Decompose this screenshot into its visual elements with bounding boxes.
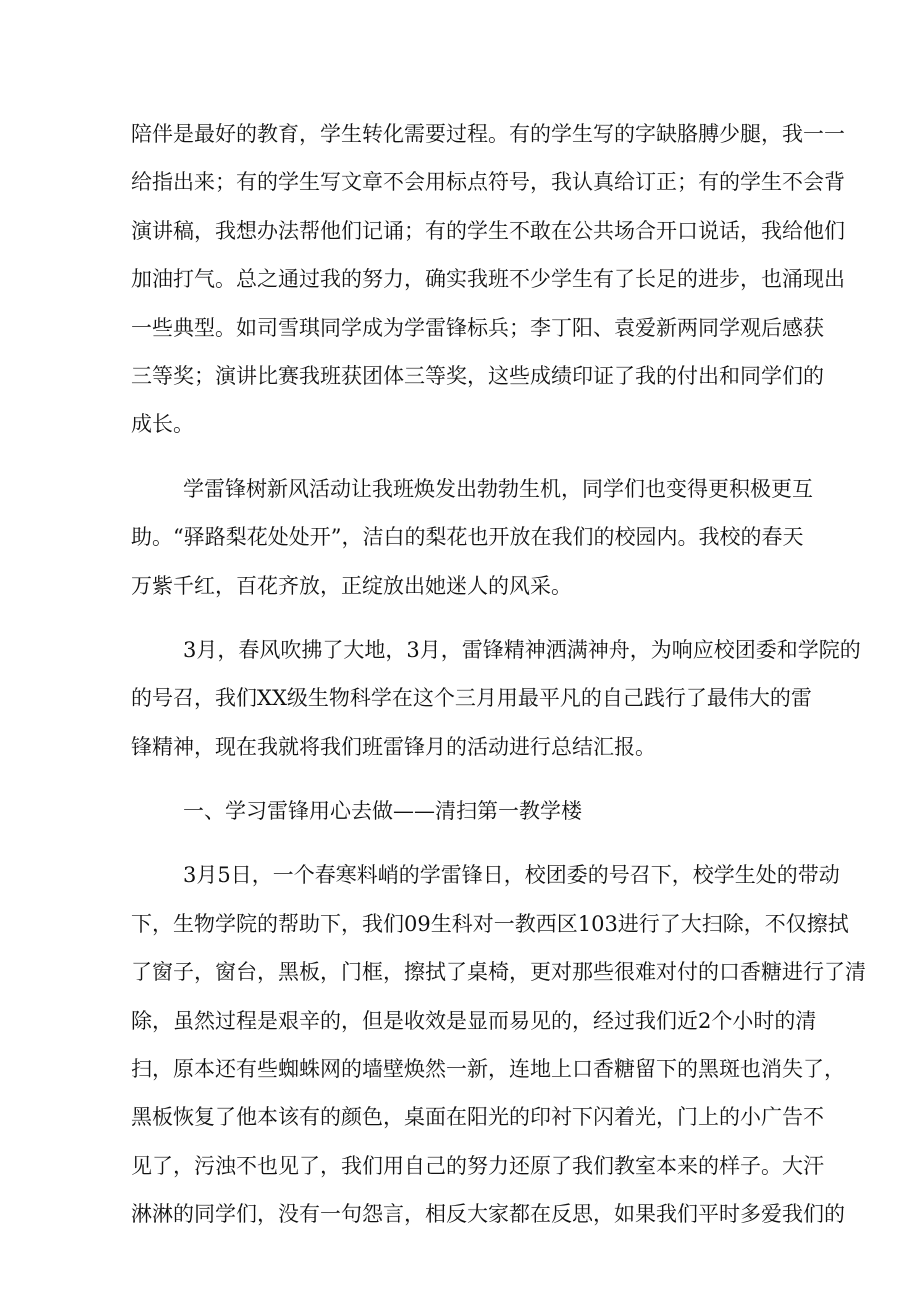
text-line: 锋精神，现在我就将我们班雷锋月的活动进行总结汇报。 — [131, 734, 656, 759]
text-line: 助。“驿路梨花处处开”，洁白的梨花也开放在我们的校园内。我校的春天 — [131, 525, 804, 550]
text-line: 见了，污浊不也见了，我们用自己的努力还原了我们教室本来的样子。大汗 — [131, 1153, 824, 1178]
paragraph-2 — [131, 465, 813, 610]
paragraph-gap — [131, 449, 801, 465]
text-line: 陪伴是最好的教育，学生转化需要过程。有的学生写的字缺胳膊少腿，我一一 — [131, 122, 845, 146]
text-line: 扫，原本还有些蜘蛛网的墙壁焕然一新，连地上口香糖留下的黑斑也消失了， — [131, 1057, 845, 1082]
text-line: 3月5日，一个春寒料峭的学雷锋日，校团委的号召下，校学生处的带动 — [183, 863, 840, 888]
text-line: 三等奖；演讲比赛我班获团体三等奖，这些成绩印证了我的付出和同学们的 — [131, 363, 824, 388]
text-line: 一些典型。如司雪琪同学成为学雷锋标兵；李丁阳、袁爱新两同学观后感获 — [131, 315, 824, 340]
section-heading — [131, 787, 801, 835]
text-line: 下，生物学院的帮助下，我们09生科对一教西区103进行了大扫除，不仅擦拭 — [131, 911, 849, 936]
paragraph-5 — [131, 851, 866, 1238]
text-line: 黑板恢复了他本该有的颜色，桌面在阳光的印衬下闪着光，门上的小广告不 — [131, 1105, 824, 1130]
paragraph-1 — [131, 110, 845, 449]
text-line: 演讲稿，我想办法帮他们记诵；有的学生不敢在公共场合开口说话，我给他们 — [131, 218, 845, 243]
text-line: 了窗子，窗台，黑板，门框，擦拭了桌椅，更对那些很难对付的口香糖进行了清 — [131, 960, 866, 985]
text-line: 加油打气。总之通过我的努力，确实我班不少学生有了长足的进步，也涌现出 — [131, 267, 845, 292]
text-line: 万紫千红，百花齐放，正绽放出她迷人的风采。 — [131, 573, 572, 598]
text-line: 淋淋的同学们，没有一句怨言，相反大家都在反思，如果我们平时多爱我们的 — [131, 1202, 845, 1227]
text-line: 给指出来；有的学生写文章不会用标点符号，我认真给订正；有的学生不会背 — [131, 170, 845, 195]
document-body — [131, 110, 866, 1239]
text-line: 除，虽然过程是艰辛的，但是收效是显而易见的，经过我们近2个小时的清 — [131, 1008, 817, 1033]
paragraph-gap — [131, 610, 801, 626]
text-line: 学雷锋树新风活动让我班焕发出勃勃生机，同学们也变得更积极更互 — [183, 476, 813, 501]
paragraph-gap — [131, 771, 801, 787]
heading-text: 一、学习雷锋用心去做——清扫第一教学楼 — [183, 799, 582, 824]
text-line: 3月，春风吹拂了大地，3月，雷锋精神洒满神舟，为响应校团委和学院的 — [183, 637, 861, 662]
text-line: 的号召，我们XX级生物科学在这个三月用最平凡的自己践行了最伟大的雷 — [131, 686, 812, 711]
paragraph-3 — [131, 626, 861, 771]
text-line: 成长。 — [131, 412, 194, 437]
paragraph-gap — [131, 835, 801, 851]
